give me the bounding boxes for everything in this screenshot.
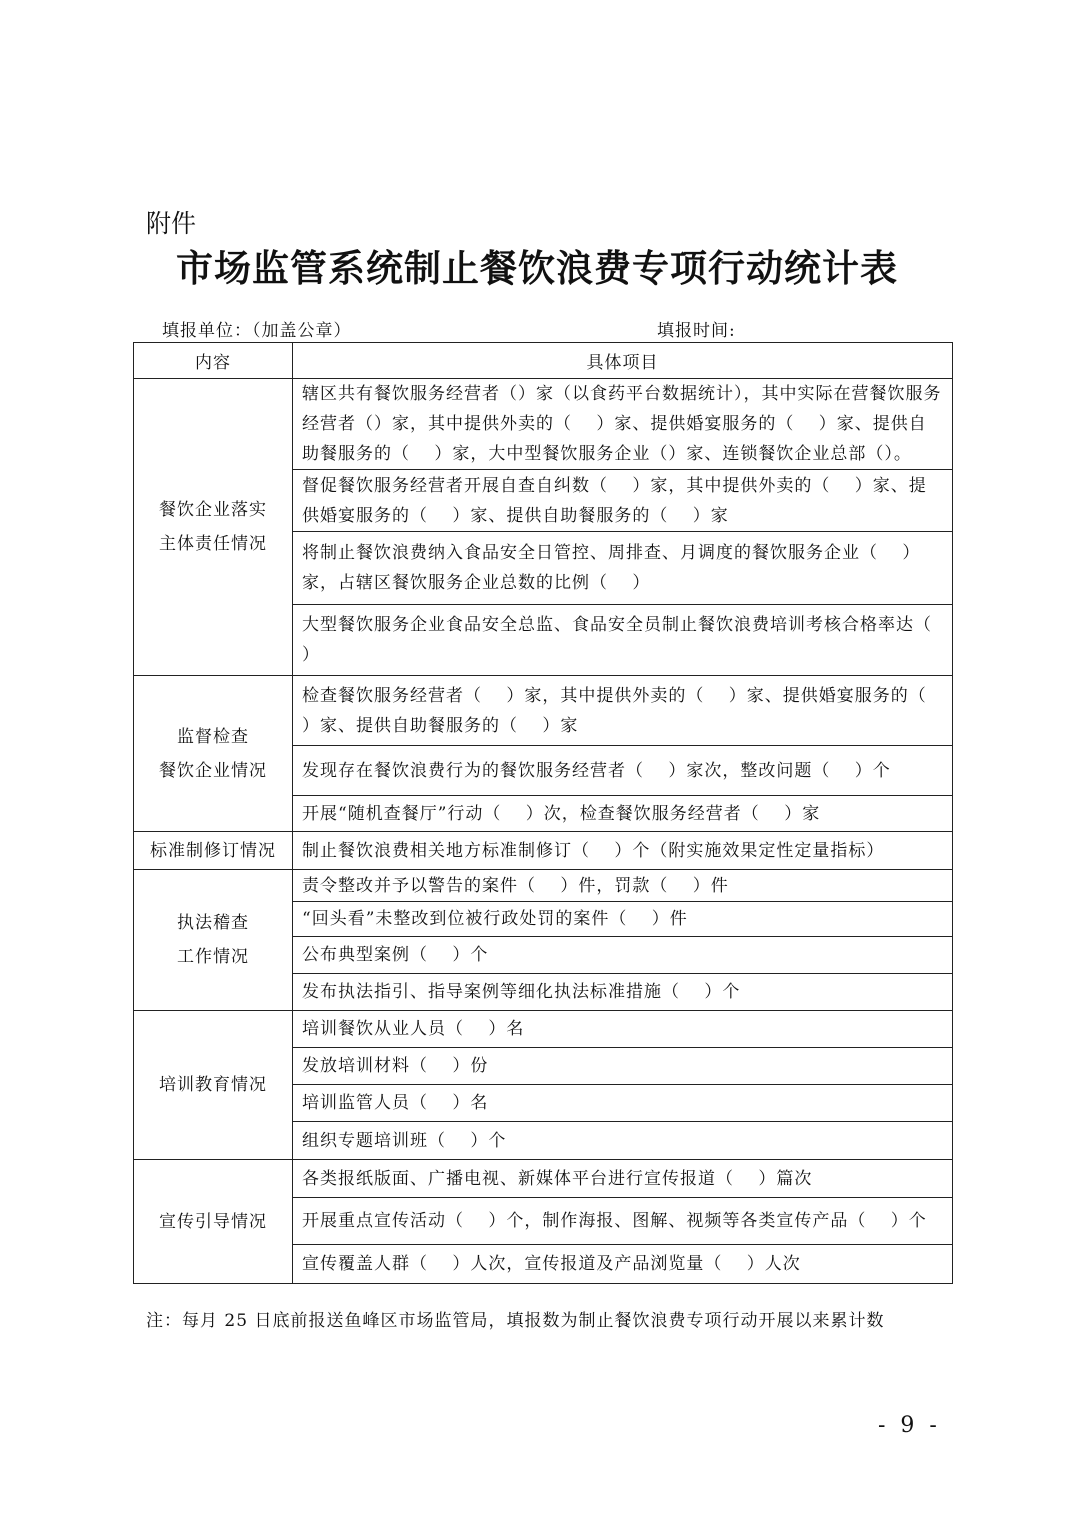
page-number: - 9 -: [878, 1413, 941, 1438]
table-row: [134, 1011, 953, 1048]
item-cell: 组织专题培训班（ ）个: [293, 1122, 953, 1160]
header-items: 具体项目: [293, 343, 953, 379]
category-line: 主体责任情况: [159, 534, 267, 554]
category-line: 餐饮企业情况: [159, 760, 267, 781]
item-cell: 开展重点宣传活动（ ）个，制作海报、图解、视频等各类宣传产品（ ）个: [293, 1198, 953, 1245]
header-content: 内容: [134, 343, 293, 379]
item-cell: 督促餐饮服务经营者开展自查自纠数（ ）家，其中提供外卖的（ ）家、提供婚宴服务的（ ）家、提供自助餐服务的（ ）家: [293, 470, 953, 532]
category-cell: [134, 832, 293, 870]
category-line: 执法稽查: [177, 913, 249, 933]
item-cell: 培训餐饮从业人员（ ）名: [293, 1011, 953, 1048]
item-cell: “回头看”未整改到位被行政处罚的案件（ ）件: [293, 902, 953, 937]
item-cell: 大型餐饮服务企业食品安全总监、食品安全员制止餐饮浪费培训考核合格率达（ ）: [293, 605, 953, 676]
table-row: [134, 832, 953, 870]
table-header-row: [134, 343, 953, 379]
category-line: 培训教育情况: [159, 1075, 267, 1095]
table-row: [134, 379, 953, 470]
item-cell: 发放培训材料（ ）份: [293, 1048, 953, 1085]
item-cell: 公布典型案例（ ）个: [293, 937, 953, 974]
category-cell: [134, 1160, 293, 1284]
item-cell: 责令整改并予以警告的案件（ ）件，罚款（ ）件: [293, 870, 953, 902]
category-cell: [134, 870, 293, 1011]
table-row: [134, 1160, 953, 1198]
fill-unit-label: 填报单位：（加盖公章）: [162, 321, 352, 341]
category-cell: [134, 1011, 293, 1160]
item-cell: 培训监管人员（ ）名: [293, 1085, 953, 1122]
attachment-label: 附件: [146, 209, 197, 238]
item-cell: 发布执法指引、指导案例等细化执法标准措施（ ）个: [293, 974, 953, 1011]
footnote: 注：每月 25 日底前报送鱼峰区市场监管局，填报数为制止餐饮浪费专项行动开展以来累计数: [146, 1311, 885, 1331]
item-cell: 辖区共有餐饮服务经营者（）家（以食药平台数据统计），其中实际在营餐饮服务经营者（）家，其中提供外卖的（ ）家、提供婚宴服务的（ ）家、提供自助餐服务的（ ）家，大中型餐饮服务企业（）家、连锁餐饮企业总部（）。: [293, 379, 953, 470]
fill-time-label: 填报时间:: [657, 321, 736, 341]
document-title: 市场监管系统制止餐饮浪费专项行动统计表: [176, 246, 898, 290]
item-cell: 将制止餐饮浪费纳入食品安全日管控、周排查、月调度的餐饮服务企业（ ）家，占辖区餐饮服务企业总数的比例（ ）: [293, 532, 953, 605]
category-line: 标准制修订情况: [150, 840, 276, 861]
category-cell: [134, 676, 293, 832]
item-cell: 宣传覆盖人群（ ）人次，宣传报道及产品浏览量（ ）人次: [293, 1245, 953, 1284]
table-row: [134, 870, 953, 902]
item-cell: 发现存在餐饮浪费行为的餐饮服务经营者（ ）家次，整改问题（ ）个: [293, 746, 953, 796]
category-line: 工作情况: [177, 947, 249, 967]
item-cell: 各类报纸版面、广播电视、新媒体平台进行宣传报道（ ）篇次: [293, 1160, 953, 1198]
category-line: 宣传引导情况: [159, 1211, 267, 1232]
item-cell: 开展“随机查餐厅”行动（ ）次，检查餐饮服务经营者（ ）家: [293, 796, 953, 832]
table-row: [134, 676, 953, 746]
item-cell: 制止餐饮浪费相关地方标准制修订（ ）个（附实施效果定性定量指标）: [293, 832, 953, 870]
category-cell: [134, 379, 293, 676]
item-cell: 检查餐饮服务经营者（ ）家，其中提供外卖的（ ）家、提供婚宴服务的（ ）家、提供自助餐服务的（ ）家: [293, 676, 953, 746]
category-line: 监督检查: [177, 726, 249, 747]
statistics-table: [133, 342, 957, 1284]
category-line: 餐饮企业落实: [159, 500, 267, 520]
